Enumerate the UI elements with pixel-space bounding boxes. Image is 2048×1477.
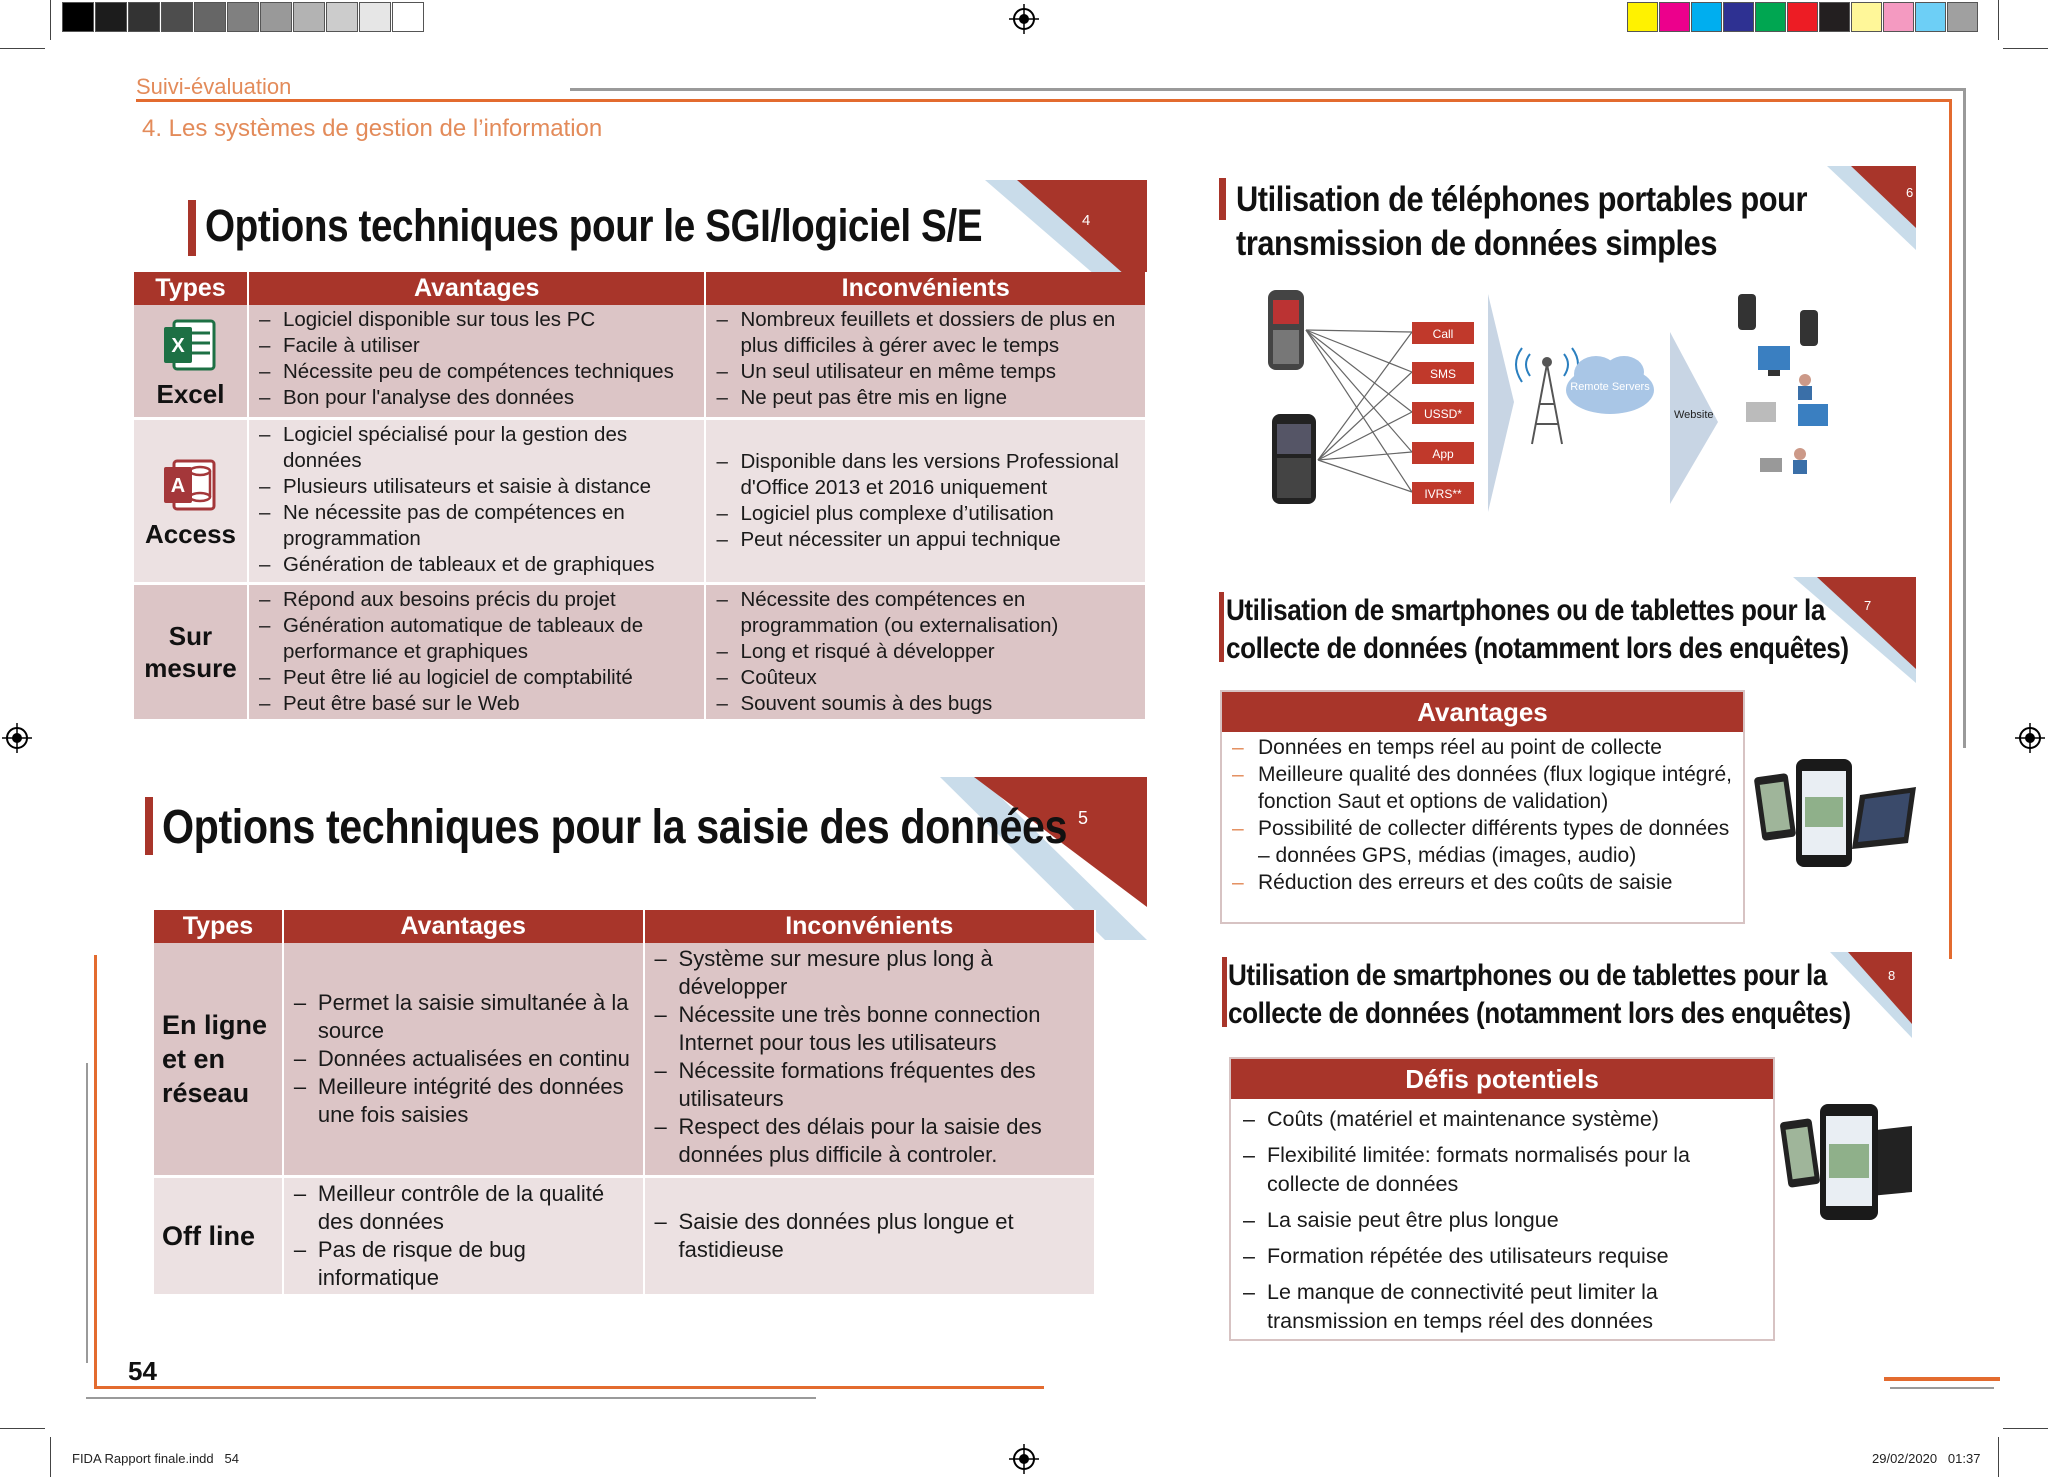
header-rule-orange (136, 99, 1951, 102)
list-item: – Meilleur contrôle de la qualité des données (290, 1180, 639, 1236)
channel-button (1412, 482, 1474, 504)
list-item: – Nombreux feuillets et dossiers de plus en plus difficiles à gérer avec le temps (712, 307, 1141, 359)
slide-title (1228, 957, 1851, 1033)
type-label: Sur mesure (144, 620, 237, 683)
list-item: – Saisie des données plus longue et fastidieuse (651, 1208, 1090, 1264)
list-item: – Coûts (matériel et maintenance système) (1237, 1105, 1765, 1134)
list-item: – Souvent soumis à des bugs (712, 691, 1141, 717)
title-line: collecte de données (notamment lors des enquêtes) (1228, 997, 1851, 1030)
list-item: – Respect des délais pour la saisie des données plus difficile à controler. (651, 1113, 1090, 1169)
subsection-title: 4. Les systèmes de gestion de l’information (142, 115, 603, 142)
slide-number: 8 (1888, 968, 1896, 983)
list-item: – Permet la saisie simultanée à la source (290, 989, 639, 1045)
list-item: – Formation répétée des utilisateurs requise (1237, 1242, 1765, 1271)
section-title: Suivi-évaluation (136, 74, 292, 99)
footer-rule-gray-right (1890, 1387, 1994, 1389)
list-item: – Peut nécessiter un appui technique (712, 527, 1141, 553)
list-item: – Peut être basé sur le Web (255, 691, 700, 717)
slide-title: Options techniques pour le SGI/logiciel S/E (205, 200, 983, 251)
list-item: – Données actualisées en continu (290, 1045, 639, 1073)
crop-mark (2003, 1428, 2048, 1429)
channel-label: Call (1432, 327, 1454, 341)
column-header: Avantages (283, 910, 644, 943)
page-number: 54 (128, 1356, 157, 1386)
list-item: – Logiciel plus complexe d’utilisation (712, 501, 1141, 527)
footer-date: 29/02/2020 01:37 (1872, 1451, 1981, 1466)
title-line: collecte de données (notamment lors des enquêtes) (1226, 632, 1849, 665)
type-label: Excel (156, 378, 225, 409)
challenges-box (1229, 1057, 1775, 1341)
slide-number: 6 (1906, 185, 1914, 200)
list-item: – Nécessite peu de compétences techniques (255, 359, 700, 385)
slide-number: 5 (1078, 808, 1089, 828)
title-line: transmission de données simples (1236, 224, 1718, 263)
data-entry-options-table (154, 910, 1096, 1297)
column-header: Inconvénients (644, 910, 1095, 943)
footer-file: FIDA Rapport finale.indd 54 (72, 1451, 239, 1466)
column-header: Types (154, 910, 283, 943)
registration-mark-icon (2, 723, 32, 753)
slide-number: 4 (1082, 212, 1091, 229)
table-row (154, 1176, 1095, 1295)
registration-mark-icon (1009, 1444, 1039, 1474)
title-accent-bar (145, 797, 153, 855)
cloud-label: Remote Servers (1570, 381, 1650, 393)
crop-mark (0, 1428, 45, 1429)
slide-corner-decoration (985, 180, 1147, 275)
registration-mark-icon (2015, 723, 2045, 753)
column-header: Inconvénients (705, 272, 1146, 305)
box-title: Avantages (1222, 692, 1743, 732)
channel-label: App (1432, 447, 1454, 461)
channel-button (1412, 322, 1474, 344)
list-item: – Possibilité de collecter différents types de données – données GPS, médias (images, audio) (1228, 815, 1735, 869)
column-header: Avantages (248, 272, 705, 305)
access-icon (160, 455, 220, 515)
table-row (154, 943, 1095, 1176)
sgi-options-table (134, 272, 1147, 722)
slide-corner-decoration (1827, 166, 1916, 250)
type-label: En ligne et en réseau (154, 943, 283, 1176)
box-title: Défis potentiels (1231, 1059, 1773, 1099)
list-item: – Long et risqué à développer (712, 639, 1141, 665)
table-row (134, 418, 1146, 583)
title-line: Utilisation de smartphones ou de tablettes pour la (1228, 959, 1827, 992)
list-item: – Logiciel spécialisé pour la gestion des données (255, 422, 700, 474)
crop-mark (1998, 0, 1999, 40)
slide-title: Options techniques pour la saisie des données (162, 801, 1068, 854)
tablet-smartphone-icon (1752, 755, 1920, 875)
excel-icon (160, 315, 220, 375)
crop-mark (0, 48, 45, 49)
title-line: Utilisation de smartphones ou de tablettes pour la (1226, 594, 1825, 627)
channel-label: USSD* (1423, 407, 1463, 421)
footer-rule-orange (94, 1386, 1044, 1389)
channel-button (1412, 362, 1474, 384)
list-item: – Plusieurs utilisateurs et saisie à distance (255, 474, 700, 500)
list-item: – Pas de risque de bug informatique (290, 1236, 639, 1292)
header-rule-orange-vertical (1949, 99, 1952, 959)
feature-phone-icon (1268, 290, 1304, 370)
channel-label: IVRS** (1424, 487, 1462, 501)
header-rule-gray (570, 88, 1965, 91)
slide-number: 7 (1864, 598, 1872, 613)
cloud-icon (1566, 356, 1654, 414)
smartphone-icon (1272, 414, 1316, 504)
title-accent-bar (188, 200, 196, 256)
list-item: – Génération de tableaux et de graphiques (255, 552, 700, 578)
list-item: – Nécessite formations fréquentes des utilisateurs (651, 1057, 1090, 1113)
list-item: – Meilleure qualité des données (flux logique intégré, fonction Saut et options de validation) (1228, 761, 1735, 815)
title-accent-bar (1219, 178, 1226, 220)
header-rule-gray-vertical (1963, 88, 1966, 748)
tablet-smartphone-icon (1780, 1100, 1912, 1226)
list-item: – Réduction des erreurs et des coûts de saisie (1228, 869, 1735, 896)
channel-label: SMS (1429, 367, 1457, 381)
title-accent-bar (1222, 957, 1227, 1027)
list-item: – Bon pour l'analyse des données (255, 385, 700, 411)
list-item: – Peut être lié au logiciel de comptabilité (255, 665, 700, 691)
list-item: – Ne peut pas être mis en ligne (712, 385, 1141, 411)
devices-icon (1738, 294, 1828, 474)
slide-title (1226, 592, 1849, 668)
table-row (134, 583, 1146, 720)
advantages-box (1220, 690, 1745, 924)
slide-title (1236, 178, 1807, 266)
list-item: – Logiciel disponible sur tous les PC (255, 307, 700, 333)
list-item: – Un seul utilisateur en même temps (712, 359, 1141, 385)
list-item: – Meilleure intégrité des données une fois saisies (290, 1073, 639, 1129)
mobile-transmission-diagram (1260, 282, 1830, 522)
list-item: – Système sur mesure plus long à développer (651, 945, 1090, 1001)
website-label: Website (1674, 409, 1714, 421)
svg-text:A: A (171, 474, 186, 497)
crop-mark (1998, 1437, 1999, 1477)
footer-rule-gray-vertical (86, 1063, 88, 1363)
type-label: Access (144, 518, 237, 549)
channel-button (1412, 402, 1474, 424)
crop-mark (50, 0, 51, 40)
list-item: – Ne nécessite pas de compétences en programmation (255, 500, 700, 552)
chevron-right-icon (1488, 294, 1514, 512)
table-row (134, 305, 1146, 418)
type-label: Off line (154, 1176, 283, 1295)
channel-button (1412, 442, 1474, 464)
list-item: – Nécessite une très bonne connection Internet pour tous les utilisateurs (651, 1001, 1090, 1057)
registration-mark-icon (1009, 4, 1039, 34)
list-item: – Facile à utiliser (255, 333, 700, 359)
title-line: Utilisation de téléphones portables pour (1236, 180, 1808, 219)
title-accent-bar (1219, 592, 1224, 662)
list-item: – Génération automatique de tableaux de performance et graphiques (255, 613, 700, 665)
crop-mark (50, 1437, 51, 1477)
list-item: – Données en temps réel au point de collecte (1228, 734, 1735, 761)
list-item: – Flexibilité limitée: formats normalisés pour la collecte de données (1237, 1141, 1765, 1199)
list-item: – Nécessite des compétences en programmation (ou externalisation) (712, 587, 1141, 639)
list-item: – Disponible dans les versions Professional d'Office 2013 et 2016 uniquement (712, 449, 1141, 501)
list-item: – Répond aux besoins précis du projet (255, 587, 700, 613)
svg-text:X: X (171, 334, 186, 357)
column-header: Types (134, 272, 248, 305)
footer-rule-orange-right (1884, 1377, 2000, 1381)
footer-rule-orange-vertical (94, 955, 97, 1387)
crop-mark (2003, 48, 2048, 49)
list-item: – Le manque de connectivité peut limiter la transmission en temps réel des données (1237, 1278, 1765, 1336)
footer-rule-gray (86, 1397, 816, 1399)
list-item: – La saisie peut être plus longue (1237, 1206, 1765, 1235)
list-item: – Coûteux (712, 665, 1141, 691)
